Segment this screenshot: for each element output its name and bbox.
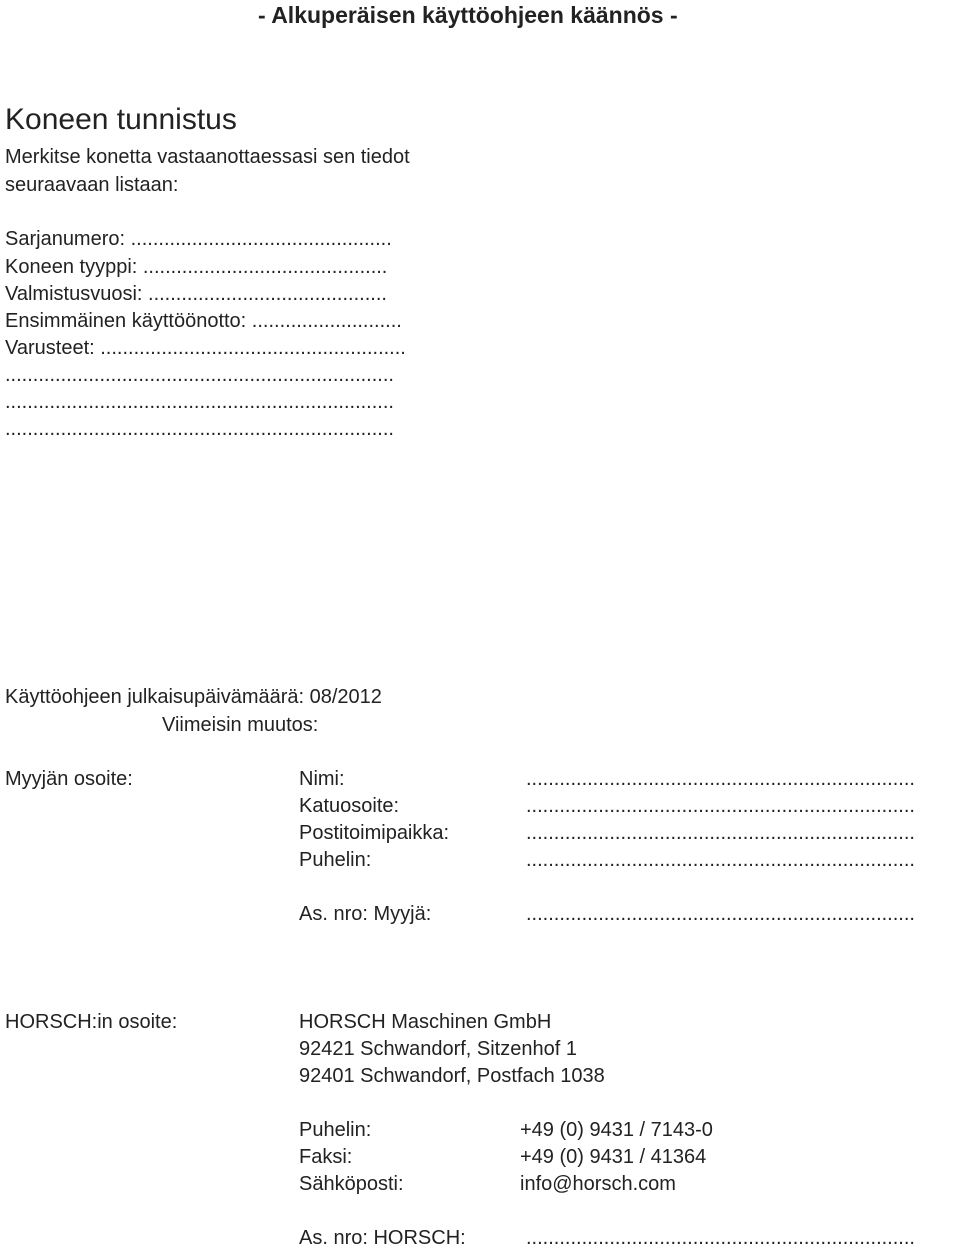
- horsch-company: HORSCH Maschinen GmbH: [299, 1011, 552, 1033]
- dealer-city-dots: ......................................................................: [526, 822, 915, 844]
- dealer-label: Myyjän osoite:: [5, 768, 133, 790]
- serial-number-field: Sarjanumero: ...............................................: [5, 228, 392, 250]
- horsch-phone-label: Puhelin:: [299, 1119, 372, 1141]
- horsch-fax-label: Faksi:: [299, 1146, 353, 1168]
- first-commissioning-field: Ensimmäinen käyttöönotto: ...........................: [5, 310, 402, 332]
- machine-type-field: Koneen tyyppi: ............................................: [5, 256, 388, 278]
- horsch-email: info@horsch.com: [520, 1173, 676, 1195]
- equipment-dots-line: ......................................................................: [5, 391, 394, 413]
- dealer-name-label: Nimi:: [299, 768, 345, 790]
- dealer-customer-no-dots: ......................................................................: [526, 903, 915, 925]
- equipment-dots-line: ......................................................................: [5, 364, 394, 386]
- horsch-email-label: Sähköposti:: [299, 1173, 404, 1195]
- horsch-street: 92421 Schwandorf, Sitzenhof 1: [299, 1038, 577, 1060]
- horsch-fax: +49 (0) 9431 / 41364: [520, 1146, 707, 1168]
- horsch-customer-no-label: As. nro: HORSCH:: [299, 1227, 466, 1249]
- equipment-dots-line: ......................................................................: [5, 418, 394, 440]
- dealer-street-label: Katuosoite:: [299, 795, 400, 817]
- last-change: Viimeisin muutos:: [162, 714, 319, 736]
- horsch-customer-no-dots: ......................................................................: [526, 1227, 915, 1249]
- intro-line-1: Merkitse konetta vastaanottaessasi sen tiedot: [5, 146, 410, 168]
- horsch-postbox: 92401 Schwandorf, Postfach 1038: [299, 1065, 605, 1087]
- dealer-city-label: Postitoimipaikka:: [299, 822, 450, 844]
- dealer-phone-label: Puhelin:: [299, 849, 372, 871]
- dealer-phone-dots: ......................................................................: [526, 849, 915, 871]
- dealer-name-dots: ......................................................................: [526, 768, 915, 790]
- dealer-customer-no-label: As. nro: Myyjä:: [299, 903, 432, 925]
- publish-date: Käyttöohjeen julkaisupäivämäärä: 08/2012: [5, 686, 382, 708]
- dealer-street-dots: ......................................................................: [526, 795, 915, 817]
- document-header: - Alkuperäisen käyttöohjeen käännös -: [258, 2, 678, 28]
- intro-line-2: seuraavaan listaan:: [5, 174, 179, 196]
- horsch-label: HORSCH:in osoite:: [5, 1011, 178, 1033]
- equipment-field: Varusteet: .......................................................: [5, 337, 406, 359]
- year-of-manufacture-field: Valmistusvuosi: ...........................................: [5, 283, 387, 305]
- section-title: Koneen tunnistus: [5, 103, 237, 136]
- horsch-phone: +49 (0) 9431 / 7143-0: [520, 1119, 713, 1141]
